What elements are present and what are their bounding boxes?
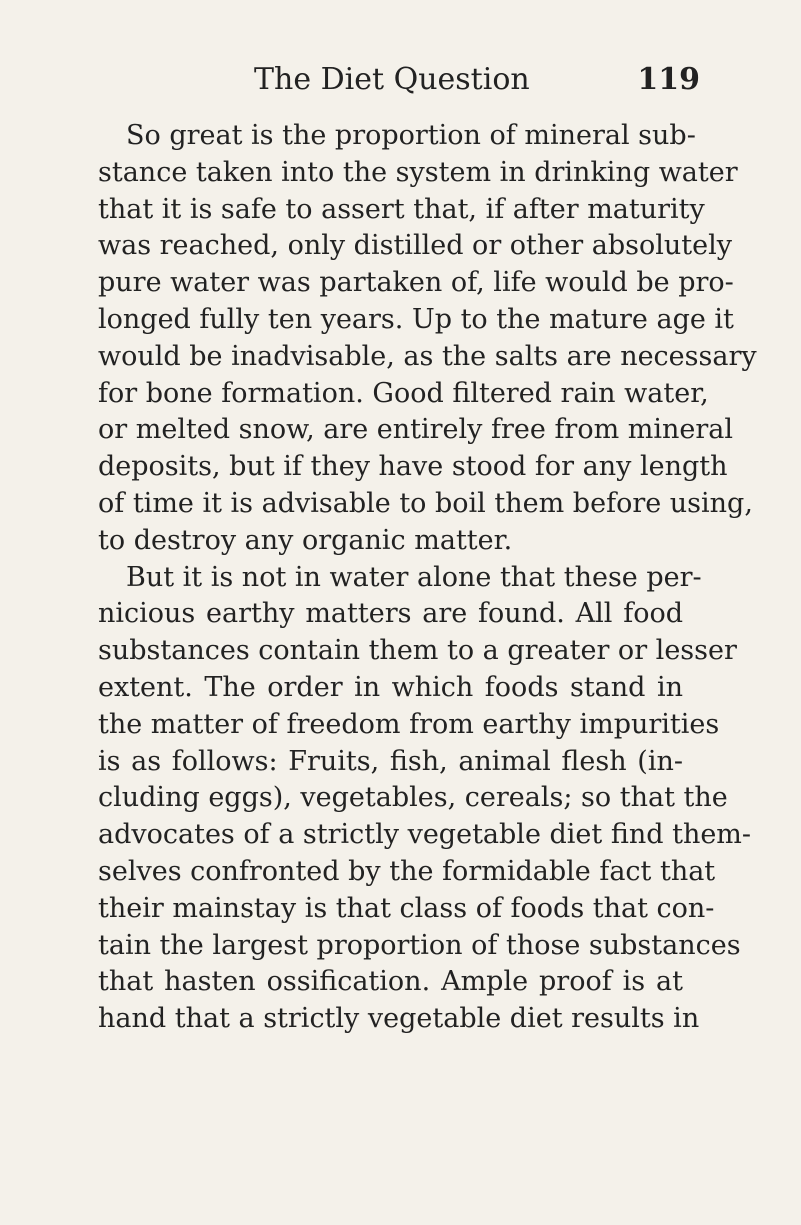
text-line: advocates of a strictly vegetable diet find them-: [98, 819, 752, 851]
text-line: But it is not in water alone that these per-: [126, 561, 702, 593]
text-line: So great is the proportion of mineral sub-: [126, 120, 696, 151]
text-line: tain the largest proportion of those substances: [98, 929, 741, 961]
running-head: [100, 62, 700, 102]
text-line: nicious earthy matters are found. All food: [98, 598, 683, 630]
text-line: the matter of freedom from earthy impurities: [98, 708, 720, 740]
text-line: deposits, but if they have stood for any length: [98, 451, 728, 483]
text-line: extent. The order in which foods stand in: [98, 671, 683, 703]
paragraph-2: [98, 560, 752, 1038]
text-line: hand that a strictly vegetable diet results in: [98, 1003, 700, 1035]
text-line: of time it is advisable to boil them before using,: [98, 487, 753, 519]
text-line: was reached, only distilled or other absolutely: [98, 230, 732, 262]
page-number: 119: [637, 62, 700, 97]
text-line: that it is safe to assert that, if after maturity: [98, 193, 705, 225]
text-line: is as follows: Fruits, fish, animal flesh (in-: [98, 745, 683, 777]
text-line: that hasten ossification. Ample proof is at: [98, 966, 683, 998]
text-line: selves confronted by the formidable fact that: [98, 855, 716, 887]
text-line: to destroy any organic matter.: [98, 524, 513, 556]
text-line: cluding eggs), vegetables, cereals; so that the: [98, 782, 728, 814]
text-line: substances contain them to a greater or lesser: [98, 635, 737, 667]
text-line: longed fully ten years. Up to the mature age it: [98, 303, 734, 335]
text-line: for bone formation. Good filtered rain water,: [98, 377, 709, 409]
running-head-title: The Diet Question: [254, 62, 530, 97]
text-line: pure water was partaken of, life would be pro-: [98, 267, 734, 299]
body-text: [98, 118, 757, 1038]
text-line: stance taken into the system in drinking water: [98, 156, 738, 188]
text-line: or melted snow, are entirely free from mineral: [98, 414, 734, 446]
paragraph-1: [98, 118, 757, 560]
text-line: their mainstay is that class of foods that con-: [98, 892, 715, 924]
text-line: would be inadvisable, as the salts are necessary: [98, 340, 757, 372]
